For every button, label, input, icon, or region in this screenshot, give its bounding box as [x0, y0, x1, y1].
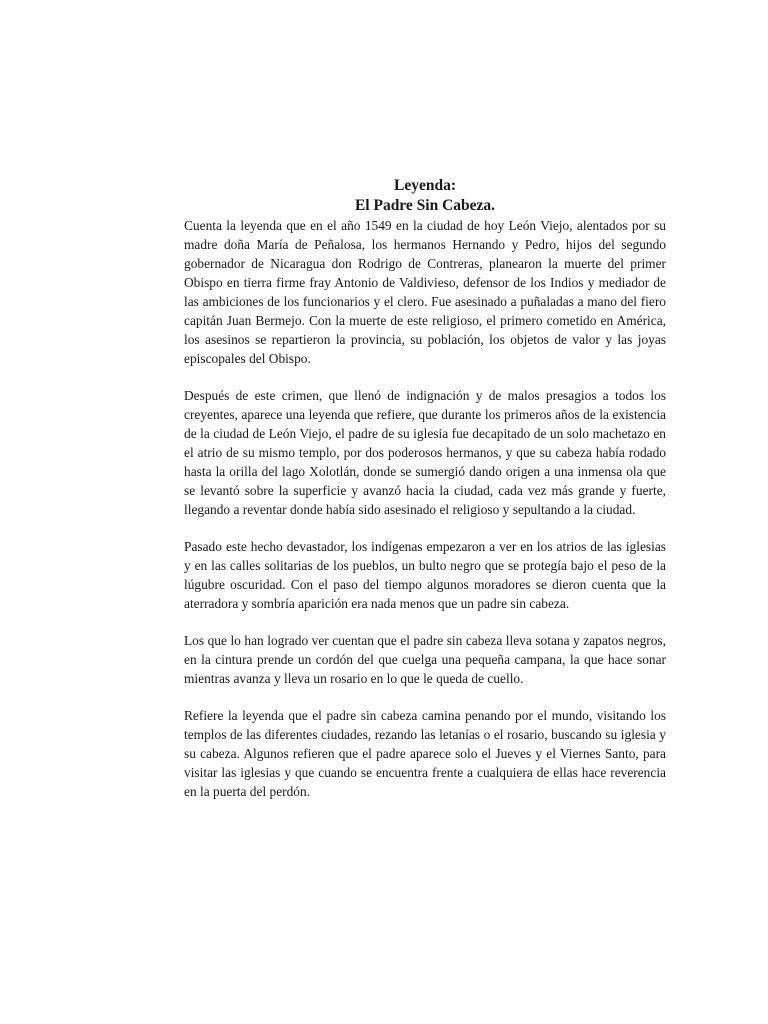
paragraph-2: Después de este crimen, que llenó de indignación y de malos presagios a todos los creyentes, aparece una leyenda que refiere, que durante los primeros años de la existencia de la ciudad de León Viejo, el padre de su iglesia fue decapitado de un solo machetazo en el atrio de su mismo templo, por dos poderosos hermanos, y que su cabeza había rodado hasta la orilla del lago Xolotlán, donde se sumergió dando origen a una inmensa ola que se levantó sobre la superficie y avanzó hacia la ciudad, cada vez más grande y fuerte, llegando a reventar donde había sido asesinado el religioso y sepultando a la ciudad.	[184, 388, 666, 517]
paragraph-4: Los que lo han logrado ver cuentan que el padre sin cabeza lleva sotana y zapatos negros, en la cintura prende un cordón del que cuelga una pequeña campana, la que hace sonar mientras avanza y lleva un rosario en lo que le queda de cuello.	[184, 633, 666, 686]
document-title	[184, 176, 666, 216]
title-line-2: El Padre Sin Cabeza.	[354, 197, 496, 214]
paragraph-3: Pasado este hecho devastador, los indígenas empezaron a ver en los atrios de las iglesias y en las calles solitarias de los pueblos, un bulto negro que se protegía bajo el peso de la lúgubre oscuridad. Con el paso del tiempo algunos moradores se dieron cuenta que la aterradora y sombría aparición era nada menos que un padre sin cabeza.	[184, 539, 666, 611]
paragraph-5: Refiere la leyenda que el padre sin cabeza camina penando por el mundo, visitando los templos de las diferentes ciudades, rezando las letanías o el rosario, buscando su iglesia y su cabeza. Algunos refieren que el padre aparece solo el Jueves y el Viernes Santo, para visitar las iglesias y que cuando se encuentra frente a cualquiera de ellas hace reverencia en la puerta del perdón.	[184, 708, 666, 799]
title-line-1: Leyenda:	[394, 177, 456, 194]
paragraph-1: Cuenta la leyenda que en el año 1549 en la ciudad de hoy León Viejo, alentados por su madre doña María de Peñalosa, los hermanos Hernando y Pedro, hijos del segundo gobernador de Nicaragua don Rodrigo de Contreras, planearon la muerte del primer Obispo en tierra firme fray Antonio de Valdivieso, defensor de los Indios y mediador de las ambiciones de los funcionarios y el clero. Fue asesinado a puñaladas a mano del fiero capitán Juan Bermejo. Con la muerte de este religioso, el primero cometido en América, los asesinos se repartieron la provincia, su población, los objetos de valor y las joyas episcopales del Obispo.	[184, 218, 666, 366]
document-body	[184, 176, 666, 801]
